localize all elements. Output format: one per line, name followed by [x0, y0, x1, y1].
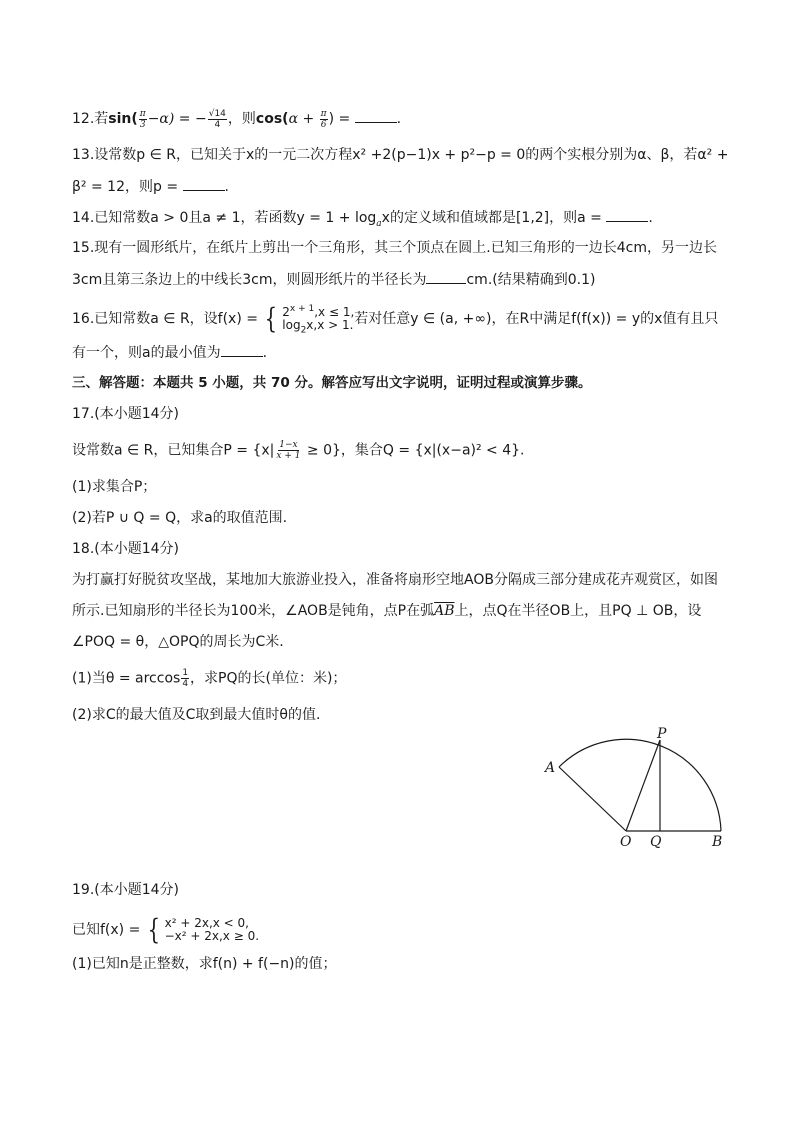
sector-drawing — [559, 739, 721, 831]
answer-blank-12[interactable] — [355, 108, 397, 123]
question-18-header: 18.(本小题14分) — [72, 541, 180, 557]
question-13-line-2: β² = 12，则p = . — [72, 176, 229, 197]
question-18-part-1: (1)当θ = arccos $\frac{1}{4}$ ，求PQ的长(单位：米)； — [72, 668, 347, 689]
piecewise-function-16: { $2^{x + 1},x \le 1$, $\log_2x,x > 1$. — [265, 302, 355, 336]
point-b-label: B — [712, 834, 723, 850]
answer-blank-14[interactable] — [606, 207, 648, 222]
point-o-label: O — [620, 834, 632, 850]
question-19-body: 已知f(x) = { x² + 2x,x < 0, −x² + 2x,x ≥ 0. — [72, 913, 260, 946]
question-17-part-1: (1)求集合P； — [72, 479, 157, 495]
question-18-line-2: 所示.已知扇形的半径长为100米，∠AOB是钝角，点P在弧$\overline{AB}$上，点Q在半径OB上，且PQ ⊥ OB，设 — [72, 603, 702, 619]
question-15-line-2: 3cm且第三条边上的中线长3cm，则圆形纸片的半径长为 cm.(结果精确到0.1) — [72, 269, 595, 290]
question-19-part-1: (1)已知n是正整数，求f(n) + f(−n)的值； — [72, 956, 337, 972]
question-15-line-1: 15.现有一圆形纸片，在纸片上剪出一个三角形，其三个顶点在圆上.已知三角形的一边长4cm，另一边长 — [72, 240, 717, 256]
answer-blank-16[interactable] — [221, 342, 263, 357]
question-19-header: 19.(本小题14分) — [72, 882, 180, 898]
question-18-line-3: ∠POQ = θ，△OPQ的周长为C米. — [72, 634, 284, 650]
question-17-part-2: (2)若P ∪ Q = Q，求a的取值范围. — [72, 510, 288, 526]
question-16-line-2: 有一个，则a的最小值为 . — [72, 342, 267, 363]
answer-blank-15[interactable] — [426, 269, 466, 284]
question-17-header: 17.(本小题14分) — [72, 406, 180, 422]
arc-ab-label: $\overline{AB}$ — [434, 603, 455, 619]
question-18-part-2: (2)求C的最大值及C取到最大值时θ的值. — [72, 707, 321, 723]
piecewise-function-19: { x² + 2x,x < 0, −x² + 2x,x ≥ 0. — [147, 913, 260, 946]
section-3-title: 三、解答题：本题共 5 小题，共 70 分。解答应写出文字说明，证明过程或演算步骤。 — [72, 375, 592, 391]
point-p-label: P — [657, 726, 667, 742]
arc-ab — [559, 739, 721, 831]
answer-blank-13[interactable] — [183, 176, 225, 191]
point-q-label: Q — [650, 834, 662, 850]
question-13-line-1: 13.设常数p ∈ R，已知关于x的一元二次方程x² +2(p−1)x + p²−p = 0的两个实根分别为α、β，若α² + — [72, 147, 729, 163]
question-14: 14.已知常数a > 0且a ≠ 1，若函数$y = 1 + \log_ax$的定义域和值域都是[1,2]，则a = . — [72, 207, 653, 228]
point-a-label: A — [545, 760, 556, 776]
question-16-line-1: 16.已知常数a ∈ R，设f(x) = { $2^{x + 1},x \le 1$, $\log_2x,x > 1$. 若对任意y ∈ (a, +∞)，在R中满足f(f(x)) = y的x值有且只 — [72, 302, 719, 336]
segment-op — [626, 740, 660, 831]
radius-oa — [559, 767, 626, 831]
question-18-line-1: 为打赢打好脱贫攻坚战，某地加大旅游业投入，准备将扇形空地AOB分隔成三部分建成花卉观赏区，如图 — [72, 572, 718, 588]
question-17-body: 设常数a ∈ R，已知集合P = {x| $\frac{1-x}{x + 1}$ ≥ 0}，集合Q = {x|(x−a)² < 4}. — [72, 440, 525, 461]
question-12: 12.若sin( $\frac{\pi}{3}$ −α) = − $\frac{√14}{4}$ ，则cos(α + $\frac{\pi}{6}$ ) = . — [72, 108, 402, 130]
